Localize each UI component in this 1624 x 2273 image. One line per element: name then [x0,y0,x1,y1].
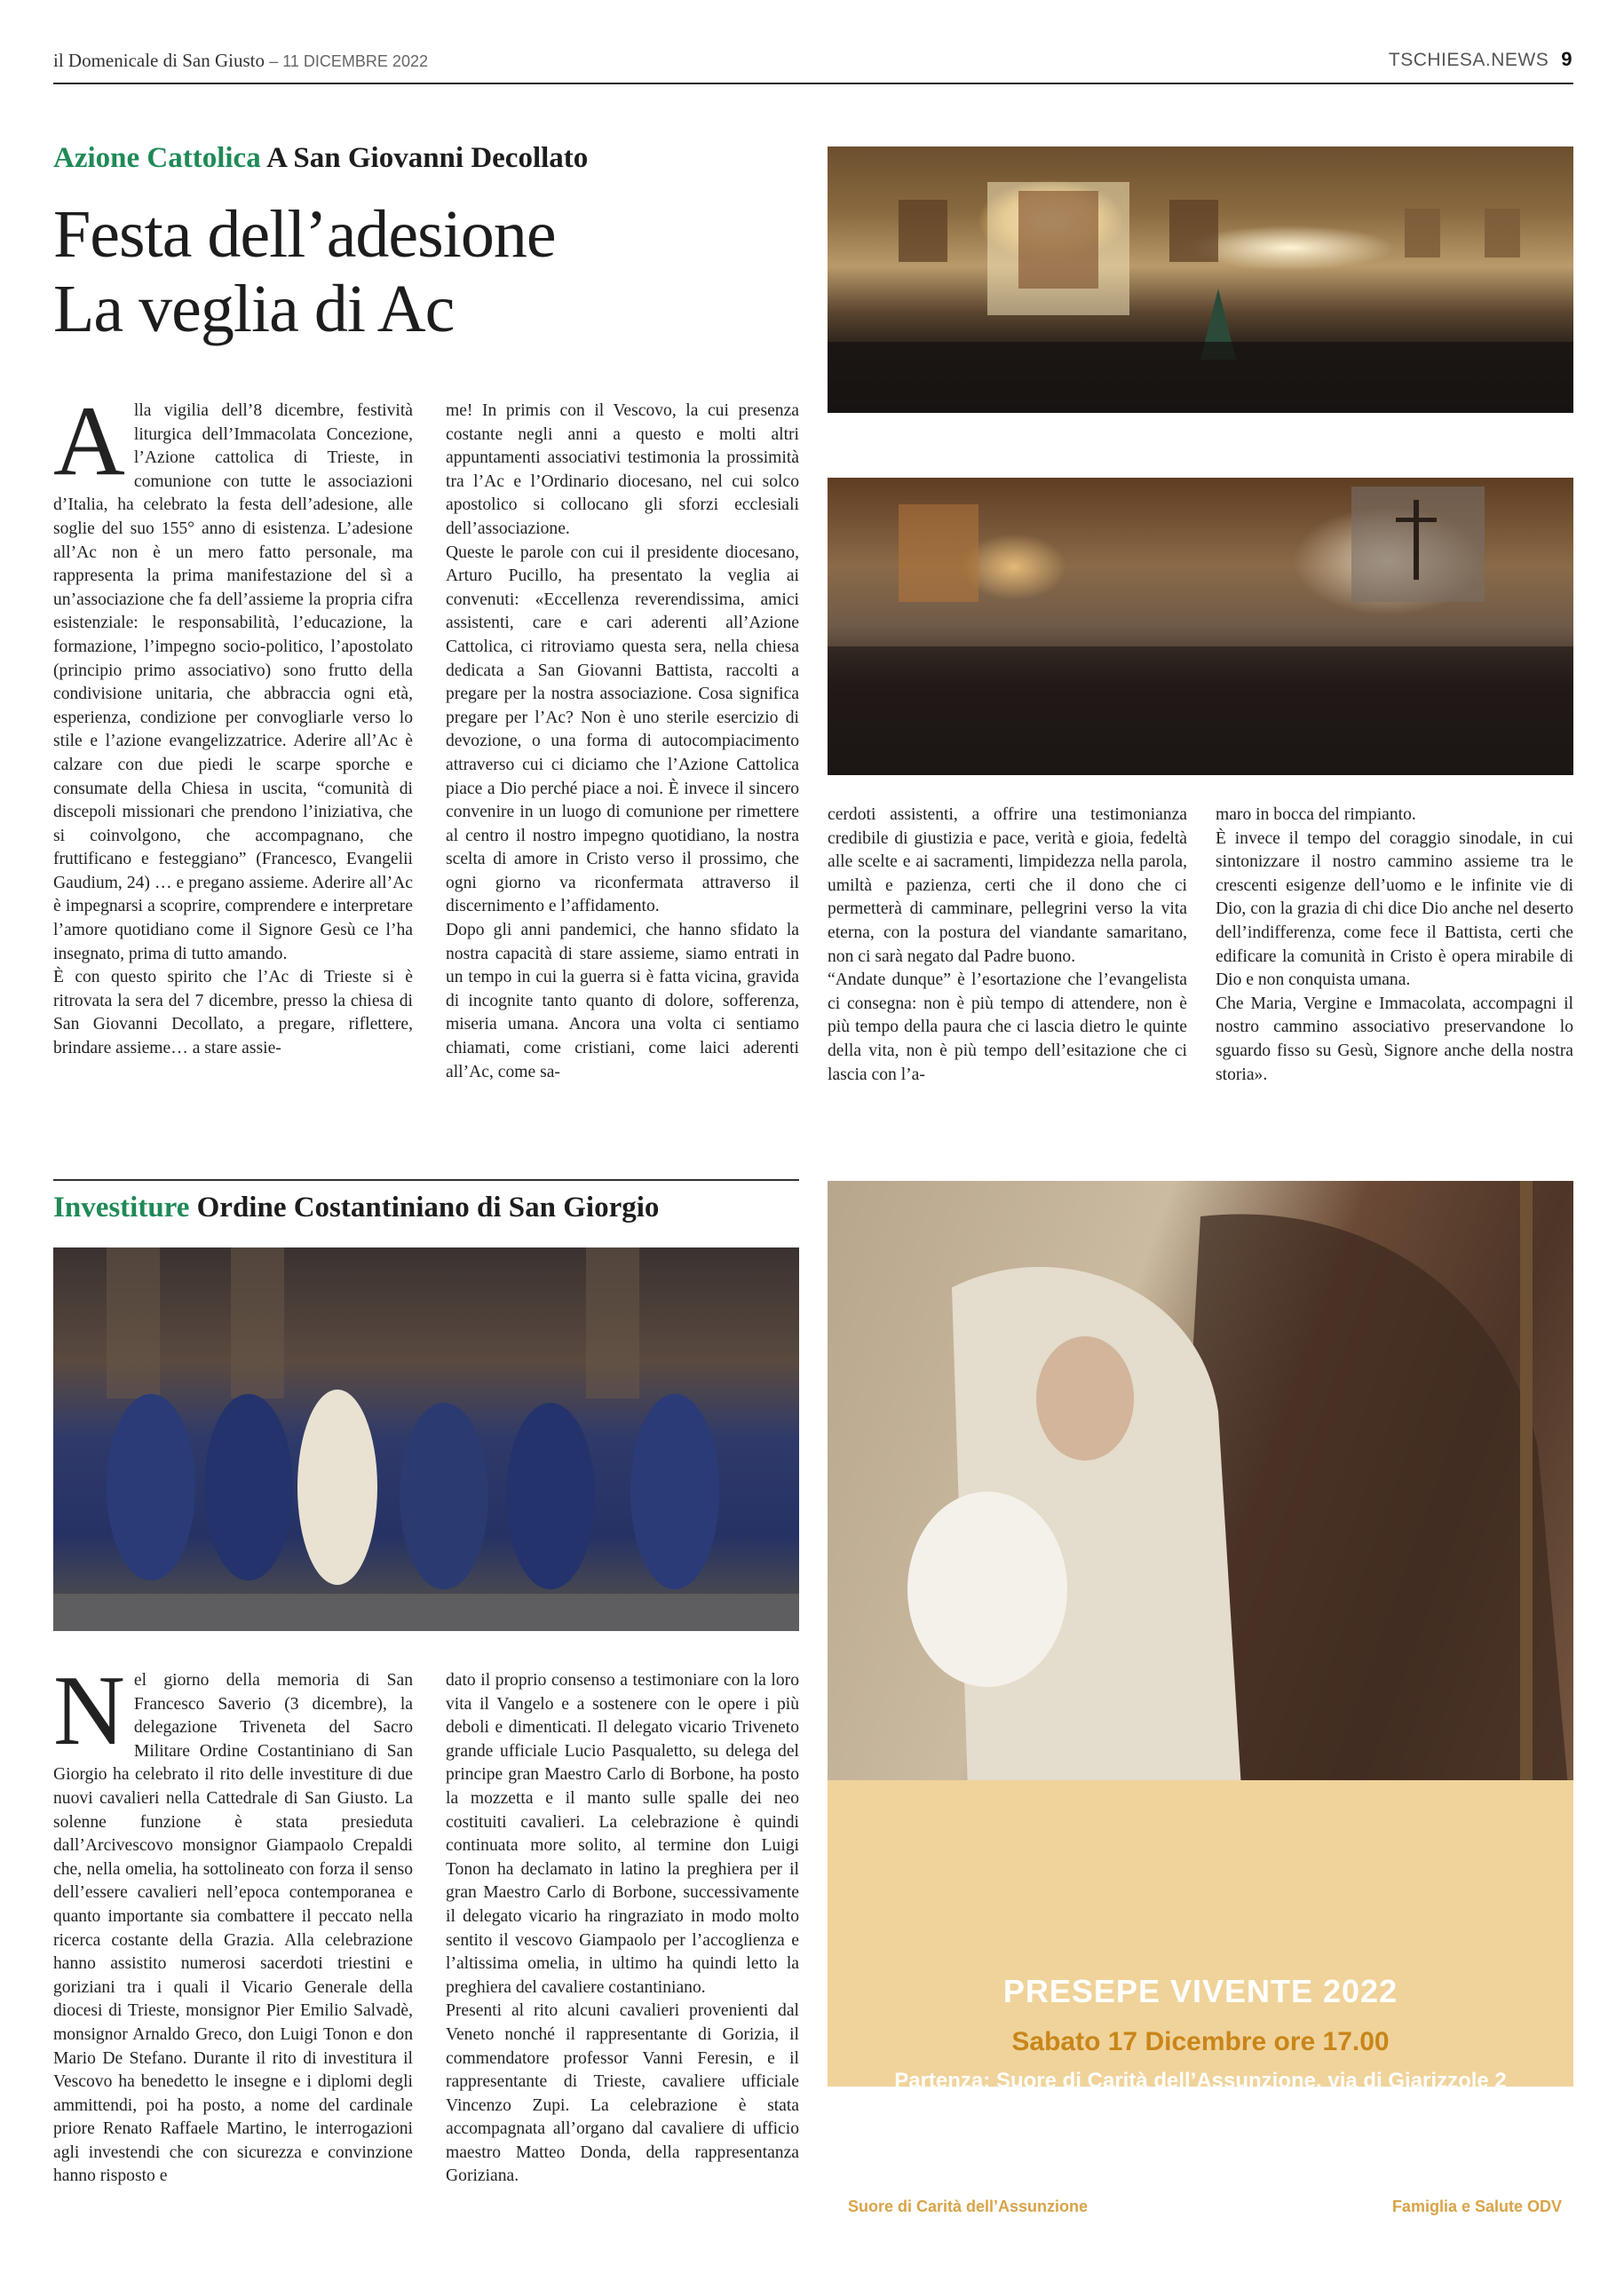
article1-paragraph: Che Maria, Vergine e Immacolata, accompagni il nostro cammino associativo preservandone lo sguardo fisso su Gesù, Signore anche della nostra storia». [1216,994,1573,1084]
article1-title-line2: La veglia di Ac [53,272,455,346]
article2-section: Investiture [53,1192,190,1224]
poster-footer-right: Famiglia e Salute ODV [1391,2198,1562,2215]
publication-name: il Domenicale di San Giusto [53,50,265,71]
poster-event-date: Sabato 17 Dicembre ore 17.00 [1011,2027,1390,2056]
article2-dropcap: N [53,1656,125,1766]
header-rule [53,83,1573,84]
article1-title [53,197,556,346]
poster-event-title: PRESEPE VIVENTE 2022 [1002,1973,1398,2009]
publication-date: – 11 DICEMBRE 2022 [269,52,428,70]
article1-topic: A San Giovanni Decollato [266,142,589,174]
poster-offer-line2: “In Ucraina la pace si può” [1076,2166,1325,2188]
poster-start: Partenza: Suore di Carità dell’Assunzione, via di Giarizzole 2 [894,2069,1507,2093]
article1-paragraph: È invece il tempo del coraggio sinodale, in cui sintonizzare il nostro cammino assieme tra le crescenti esigenze dell’uomo e le infinite vie di Dio, con la grazia di chi dice Dio anche nel deserto dell’indifferenza, come fece il Battista, certi che edificare la comunità in Cristo è opera mirabile di Dio e non conquista umana. [1216,828,1573,990]
article1-dropcap: A [53,386,125,496]
article1-paragraph: Queste le parole con cui il presidente diocesano, Arturo Pucillo, ha presentato la veglia ai convenuti: «Eccellenza reverendissima, amici assistenti, care e cari aderenti all’Azione Cattolica, ci ritroviamo questa sera, nella chiesa dedicata a San Giovanni Battista, raccolti a pregare per la nostra associazione. Cosa significa pregare per l’Ac? Non è uno sterile esercizio di devozione, o una forma di autocompiacimento attraverso cui ci diciamo che l’Azione Cattolica piace a Dio perché piace a noi. È invece il sincero convenire in un luogo di comunione per rimettere al centro il nostro impegno quotidiano, la nostra scelta di amore in Cristo verso il prossimo, che ogni giorno va riconfermata attraverso il discernimento e l’affidamento. [446,543,799,916]
article2-column-1 [53,1656,413,2189]
church-congregation-illustration [828,478,1573,775]
article2-paragraph: Presenti al rito alcuni cavalieri provenienti dal Veneto nonché il rappresentante di Gorizia, il commendatore professor Vanni Feresin, e il rappresentante di Trieste, cavaliere ufficiale Vincenzo Zupi. La celebrazione è stata accompagnata all’organo dal cavaliere di ufficio maestro Matteo Donda, della rappresentanza Goriziana. [446,2001,799,2186]
knights-group-illustration [53,1247,799,1631]
site-name: TSCHIESA.NEWS [1388,50,1549,70]
knights-group-photo [53,1247,799,1631]
article2-kicker [53,1192,659,1224]
nativity-poster-photo [828,1181,1573,1847]
article1-column-3 [828,804,1187,1087]
church-altar-photo [828,147,1573,413]
poster-route [828,2067,1573,2124]
article2-topic: Ordine Costantiniano di San Giorgio [196,1192,660,1224]
poster-offer [828,2140,1573,2190]
article1-title-line1: Festa dell’adesione [53,197,556,272]
article1-paragraph: me! In primis con il Vescovo, la cui presenza costante negli anni a questo e molti altri appuntamenti associativi testimonia la prossimità tra l’Ac e l’Ordinario diocesano, nel cui solco apostolico si collocano gli sforzi ecclesiali dell’associazione. [446,401,799,538]
publication-header [53,50,428,72]
page-number: 9 [1561,48,1573,70]
site-header [1389,48,1573,71]
poster-offer-line1: Le offerte raccolte andranno a sostegno del progetto AVSI [931,2141,1470,2163]
article1-column-2 [446,400,799,1084]
article1-paragraph: cerdoti assistenti, a offrire una testimonianza credibile di giustizia e pace, verità e gioia, fedeltà alle scelte e ai sacramenti, limpidezza nella parola, umiltà e pazienza, certi che il dono che ci permetterà di camminare, pellegrini verso la vita eterna, con la postura del viandante samaritano, non ci sarà negato dal Padre buono. [828,805,1187,966]
article1-paragraph: maro in bocca del rimpianto. [1216,805,1416,824]
poster-footer-left: Suore di Carità dell’Assunzione [848,2198,1089,2215]
nativity-illustration [828,1181,1573,1847]
article1-paragraph: lla vigilia dell’8 dicembre, festività liturgica dell’Immacolata Concezione, l’Azione cattolica di Trieste, in comunione con tutte le associazioni d’Italia, ha celebrato la festa dell’adesione, alle soglie del suo 155° anno di esistenza. L’adesione all’Ac non è un mero fatto personale, ma rappresenta la prima manifestazione del sì a un’associazione che fa dell’assieme la propria cifra esistenziale: le responsabilità, l’educazione, la formazione, l’impegno socio-politico, l’apostolato (principio primo associativo) sono frutto della condivisione unitaria, che abbraccia ogni età, esperienza, condizione per convogliarle verso lo stile e l’azione evangelizzatrice. Aderire all’Ac è calzare con due piedi le scarpe sporche e consumate della Chiesa in uscita, “comunità di discepoli missionari che prendono l’iniziativa, che si coinvolgono, che accompagnano, che fruttificano e festeggiano” (Francesco, Evangelii Gaudium, 24) … e pregano assieme. Aderire all’Ac è impegnarsi a scoprire, comprendere e interpretare l’amore quotidiano come il Signore Gesù ce l’ha insegnato, prima di tutto amando. [53,401,413,963]
article2-paragraph: dato il proprio consenso a testimoniare con la loro vita il Vangelo e a sostenere con le opere i più deboli e dimenticati. Il delegato vicario Triveneto grande ufficiale Lucio Pasqualetto, su delega del principe gran Maestro Carlo di Borbone, ha posto la mozzetta e il manto sulle spalle dei neo costituiti cavalieri. La celebrazione è quindi continuata more solito, al termine don Luigi Tonon ha declamato in latino la preghiera per il gran Maestro Carlo di Borbone, successivamente il delegato vicario ha ringraziato in modo molto sentito il vescovo Giampaolo per l’accoglienza e l’altissima omelia, in ultimo ha quindi letto la preghiera del cavaliere costantiniano. [446,1671,799,1997]
poster-end: Conclusione: Chiesa Beata Vergine Addolorata, via Valmaura 7 [883,2097,1518,2121]
article1-paragraph: È con questo spirito che l’Ac di Trieste si è ritrovata la sera del 7 dicembre, presso la chiesa di San Giovanni Decollato, a pregare, riflettere, brindare assieme… a stare assie- [53,968,413,1058]
article1-paragraph: Dopo gli anni pandemici, che hanno sfidato la nostra capacità di stare assieme, siamo entrati in un tempo in cui la guerra si è fatta vicina, gravida di incognite tanto quanto di dolore, sofferenza, miseria umana. Ancora una volta ci sentiamo chiamati, come cristiani, come laici aderenti all’Ac, come sa- [446,921,799,1081]
church-altar-illustration [828,147,1573,413]
article1-column-4 [1216,804,1573,1087]
article1-section: Azione Cattolica [53,142,261,174]
article1-kicker [53,142,588,175]
section-rule [53,1179,799,1181]
article1-paragraph: “Andate dunque” è l’esortazione che l’evangelista ci consegna: non è più tempo di attendere, non è più tempo della paura che ci lascia dietro le quinte della vita, non è più tempo dell’esitazione che ci lascia con l’a- [828,970,1187,1084]
article1-column-1 [53,386,413,1061]
church-congregation-photo [828,478,1573,775]
article2-column-2 [446,1669,799,2189]
article2-paragraph: el giorno della memoria di San Francesco Saverio (3 dicembre), la delegazione Triveneta del Sacro Militare Ordine Costantiniano di San Giorgio ha celebrato il rito delle investiture di due nuovi cavalieri nella Cattedrale di San Giusto. La solenne funzione è stata presieduta dall’Arcivescovo monsignor Giampaolo Crepaldi che, nella omelia, ha sottolineato con forza il senso dell’essere cavalieri nell’epoca contemporanea e quanto importante sia combattere il peccato nella ricerca costante della Grazia. Alla celebrazione hanno assistito numerosi sacerdoti triestini e goriziani tra i quali il Vicario Generale della diocesi di Trieste, monsignor Pier Emilio Salvadè, monsignor Arnaldo Greco, don Luigi Tonon e don Mario De Stefano. Durante il rito di investitura il Vescovo ha benedetto le insegne e i diplomi degli ammittendi, poi ha posto, a nome del cardinale priore Renato Raffaele Martino, le interrogazioni agli investendi che con sicurezza e convinzione hanno risposto e [53,1671,413,2186]
